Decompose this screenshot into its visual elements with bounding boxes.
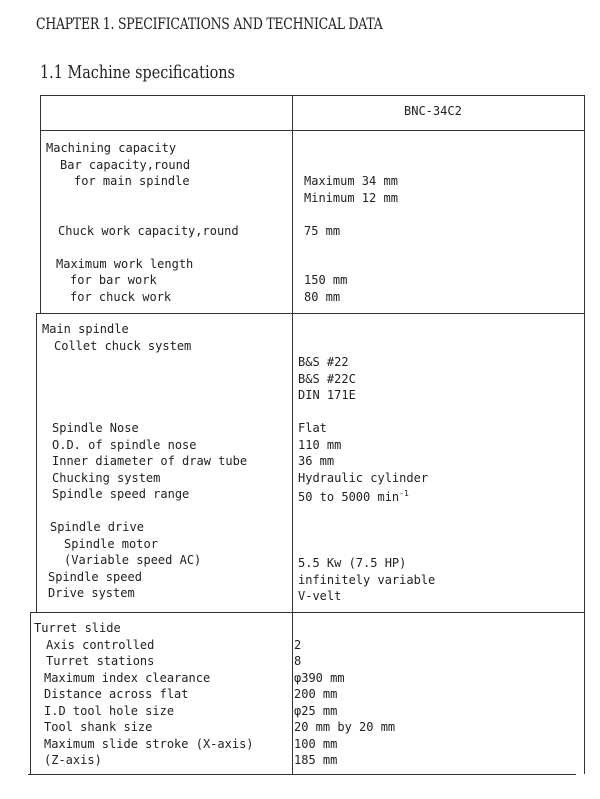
row-label: Maximum index clearance [44,670,211,685]
spacer [42,503,247,520]
left-border-1 [40,95,41,313]
row-value: 100 mm [294,736,338,751]
machining-capacity-labels [46,140,239,305]
row-label [46,190,239,207]
row-value: DIN 171E [298,388,356,402]
row-label: for main spindle [74,174,190,188]
row-value: φ25 mm [294,703,338,718]
row-label: Turret slide [34,621,121,635]
spacer [304,256,398,273]
row-label: Spindle Nose [52,421,139,435]
row-value: 150 mm [304,273,348,287]
row-value: B&S #22 [298,355,349,369]
row-value: 185 mm [294,753,338,767]
spindle-speed-range-value: 50 to 5000 $\min^{-1}$ [298,489,409,504]
row-value: Flat [298,421,327,435]
row-value: 200 mm [294,687,338,701]
row-label: Distance across flat [44,687,189,701]
unit-superscript: -1 [399,489,409,498]
row-label: Axis controlled [46,637,155,652]
row-label: Chucking system [52,470,161,485]
table-top-border [40,95,584,96]
right-border [584,95,585,774]
row-value: infinitely variable [298,572,436,587]
row-label: Main spindle [42,322,129,336]
row-label: (Z-axis) [44,753,102,767]
row-value: 5.5 Kw (7.5 HP) [298,556,407,570]
row-value: B&S #22C [298,371,356,386]
row-value: Hydraulic cylinder [298,470,429,485]
header-divider [40,130,584,131]
spacer [42,387,247,404]
chapter-title: CHAPTER 1. SPECIFICATIONS AND TECHNICAL DATA [36,14,383,33]
spacer [298,539,435,556]
row-value: 110 mm [298,437,342,452]
spacer [42,404,247,421]
row-label: Turret stations [46,654,155,668]
row-label: Spindle drive [50,520,144,534]
row-value: V-velt [298,589,342,603]
machining-capacity-values [304,173,398,305]
left-border-2 [36,313,37,612]
spacer [304,206,398,223]
spacer [298,506,435,523]
section-divider-2 [30,612,584,613]
row-label: Spindle speed [48,569,142,584]
spacer [304,239,398,256]
spacer [42,354,247,371]
main-spindle-values [298,354,435,605]
row-label: Chuck work capacity,round [58,223,239,238]
spacer [298,522,435,539]
row-label: Drive system [48,586,135,600]
row-label [46,239,239,256]
row-value: Maximum 34 mm [304,174,398,188]
row-label: for chuck work [70,289,172,304]
row-label: O.D. of spindle nose [52,437,197,452]
row-label: Collet chuck system [54,338,192,353]
row-value: 75 mm [304,223,341,238]
left-border-3 [30,612,31,774]
row-label: Maximum work length [56,256,194,271]
spacer [42,371,247,388]
row-label: Spindle speed range [52,487,190,501]
main-spindle-labels [42,321,247,602]
row-label: (Variable speed AC) [64,553,202,567]
model-number: BNC-34C2 [404,104,462,118]
section-divider-1 [36,313,584,314]
row-value: φ390 mm [294,670,345,685]
row-value: 2 [294,637,302,652]
table-bottom-border [28,774,576,775]
row-label: Bar capacity,round [60,157,191,172]
column-divider [292,95,293,774]
turret-slide-values [294,637,395,769]
row-value: Minimum 12 mm [304,190,398,205]
row-label: Machining capacity [46,141,177,155]
row-label: for bar work [70,273,157,287]
row-label: I.D tool hole size [44,703,175,718]
row-label [46,206,239,223]
row-value: 36 mm [298,454,335,468]
row-value: 8 [294,654,302,668]
row-label: Maximum slide stroke (X-axis) [44,736,254,751]
row-value: 80 mm [304,289,341,304]
section-title: 1.1 Machine specifications [40,62,235,83]
row-label: Spindle motor [64,536,158,551]
row-value: 20 mm by 20 mm [294,720,396,734]
spacer [298,404,435,421]
turret-slide-labels [34,620,254,769]
row-label: Tool shank size [44,720,153,734]
row-label: Inner diameter of draw tube [52,454,248,468]
